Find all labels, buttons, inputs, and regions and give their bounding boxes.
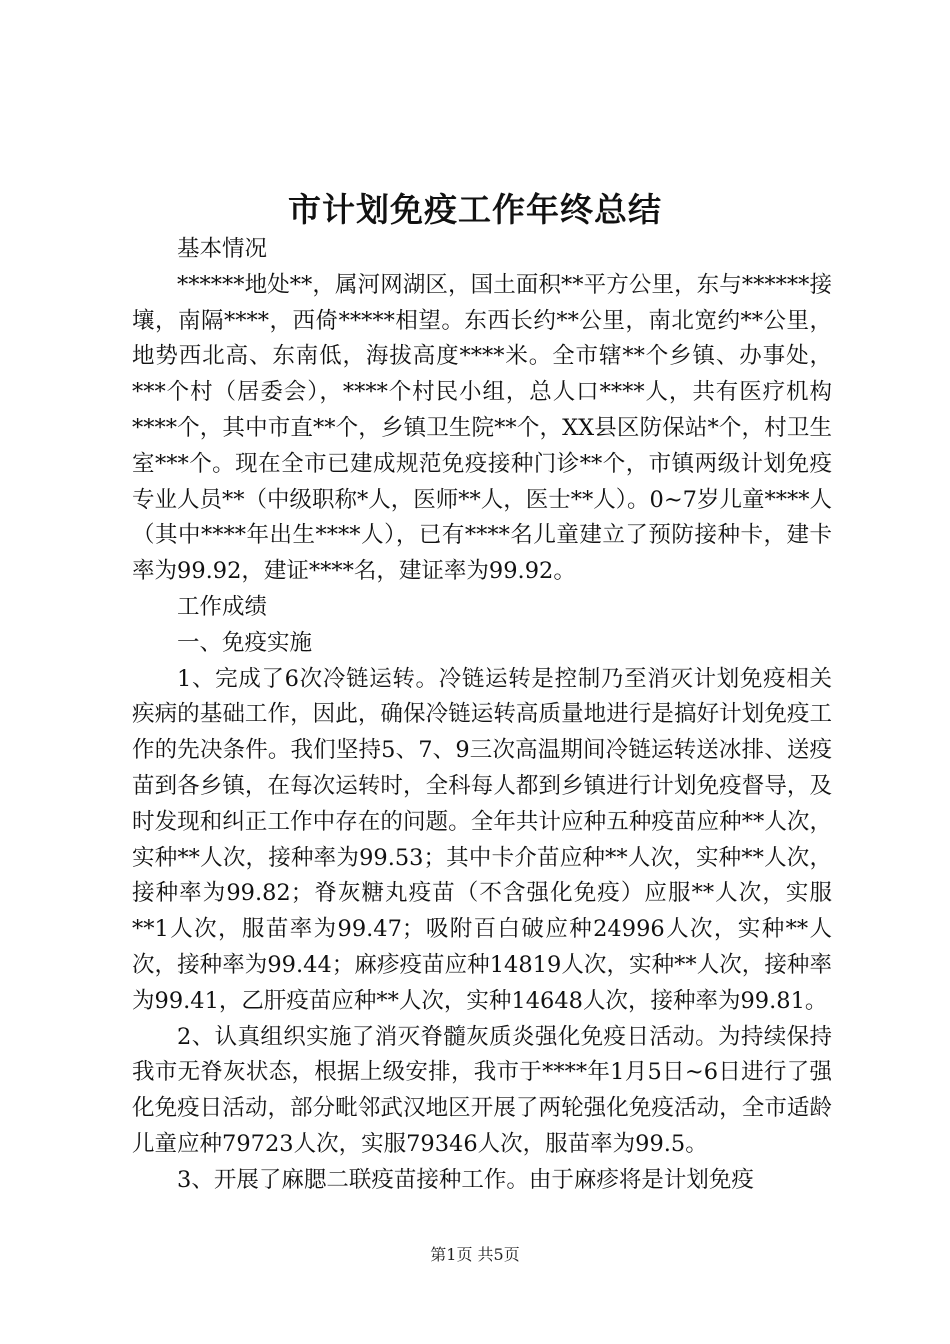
page-footer: 第1页 共5页 [430, 1245, 520, 1264]
paragraph-mr-vaccine: 3、开展了麻腮二联疫苗接种工作。由于麻疹将是计划免疫 [177, 1166, 754, 1193]
paragraph-basic-info: ******地处**，属河网湖区，国土面积**平方公里，东与******接壤，南隔****，西倚*****相望。东西长约**公里，南北宽约**公里，地势西北高、东南低，海拔高度****米。全市辖**个乡镇、办事处，***个村（居委会），****个村民小组，总人口****人，共有医疗机构****个，其中市直**个，乡镇卫生院**个，XX县区防保站*个，村卫生室***个。现在全市已建成规范免疫接种门诊**个，市镇两级计划免疫专业人员**（中级职称*人，医师**人，医士**人）。0~7岁儿童****人（其中****年出生****人），已有****名儿童建立了预防接种卡，建卡率为99.92，建证****名，建证率为99.92。 [132, 271, 832, 585]
document-body [132, 232, 832, 1199]
document-title: 市计划免疫工作年终总结 [288, 190, 662, 229]
paragraph-cold-chain: 1、完成了6次冷链运转。冷链运转是控制乃至消灭计划免疫相关疾病的基础工作，因此，确保冷链运转高质量地进行是搞好计划免疫工作的先决条件。我们坚持5、7、9三次高温期间冷链运转送冰排、送疫苗到各乡镇，在每次运转时，全科每人都到乡镇进行计划免疫督导，及时发现和纠正工作中存在的问题。全年共计应种五种疫苗应种**人次，实种**人次，接种率为99.53；其中卡介苗应种**人次，实种**人次，接种率为99.82；脊灰糖丸疫苗（不含强化免疫）应服**人次，实服**1人次，服苗率为99.47；吸附百白破应种24996人次，实种**人次，接种率为99.44；麻疹疫苗应种14819人次，实种**人次，接种率为99.41，乙肝疫苗应种**人次，实种14648人次，接种率为99.81。 [132, 665, 832, 1014]
section-heading-achievements: 工作成绩 [177, 593, 268, 620]
subsection-heading-immunization: 一、免疫实施 [177, 629, 313, 656]
paragraph-polio-campaign: 2、认真组织实施了消灭脊髓灰质炎强化免疫日活动。为持续保持我市无脊灰状态，根据上级安排，我市于****年1月5日~6日进行了强化免疫日活动，部分毗邻武汉地区开展了两轮强化免疫活动，全市适龄儿童应种79723人次，实服79346人次，服苗率为99.5。 [132, 1023, 832, 1157]
section-heading-basic-info: 基本情况 [177, 236, 268, 262]
